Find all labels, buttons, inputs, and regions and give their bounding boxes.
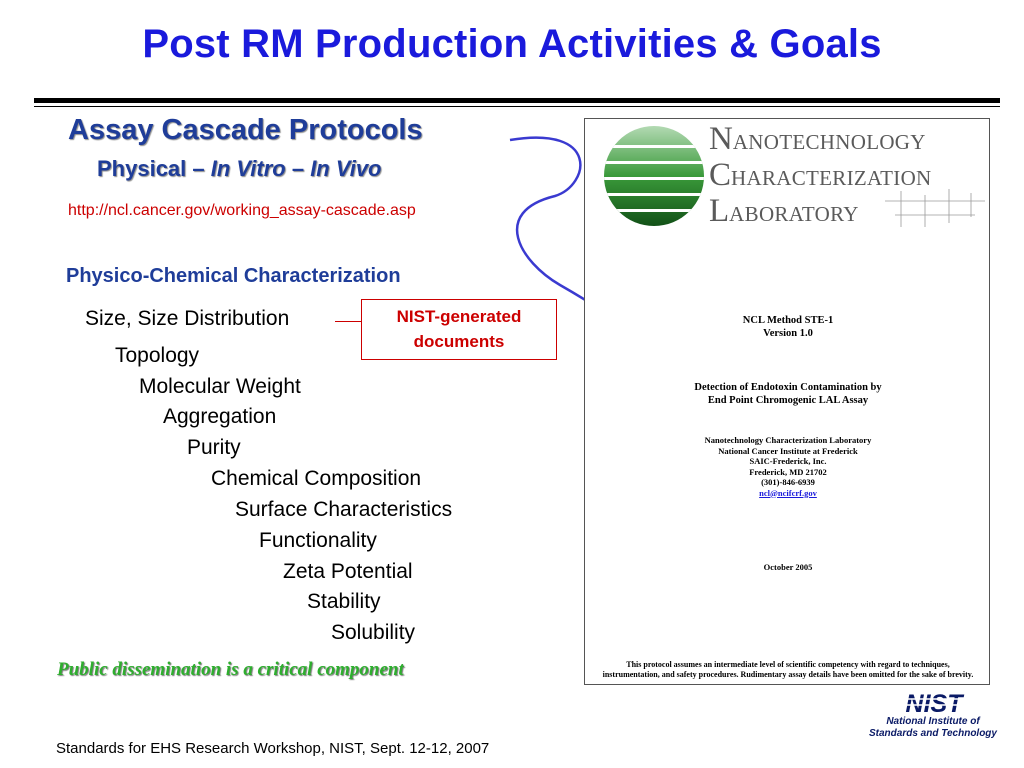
nist-logo-text	[860, 716, 1006, 740]
item-stability: Stability	[307, 590, 381, 613]
nist-logo	[860, 690, 1006, 750]
physico-chemical-heading: Physico-Chemical Characterization	[66, 265, 401, 287]
subtitle-in-vivo: In Vivo	[310, 156, 382, 181]
ncl-globe-logo	[599, 121, 709, 231]
callout-line-1: NIST-generated	[396, 307, 522, 326]
subtitle-in-vitro: In Vitro	[210, 156, 286, 181]
document-preview	[584, 118, 990, 685]
assay-cascade-title: Assay Cascade Protocols	[68, 114, 423, 146]
address-line: SAIC-Frederick, Inc.	[749, 456, 827, 466]
svg-text:NIST: NIST	[905, 690, 963, 716]
slide-title: Post RM Production Activities & Goals	[142, 22, 882, 66]
method-title-block	[585, 381, 991, 407]
title-divider-thick	[34, 98, 1000, 103]
public-dissemination-note: Public dissemination is a critical component	[57, 659, 404, 680]
method-id: NCL Method STE-1	[742, 315, 834, 326]
item-functionality: Functionality	[259, 529, 377, 552]
disclaimer-line-1: This protocol assumes an intermediate level of scientific competency with regard to techniques,	[626, 660, 950, 669]
method-version: Version 1.0	[763, 328, 813, 339]
callout-connector-line	[335, 321, 361, 322]
subtitle-dash: –	[285, 156, 311, 181]
item-molecular-weight: Molecular Weight	[139, 375, 301, 398]
assay-cascade-link[interactable]: http://ncl.cancer.gov/working_assay-cascade.asp	[68, 202, 416, 219]
item-aggregation: Aggregation	[163, 405, 277, 428]
ncl-logo-word-laboratory: LABORATORY	[709, 193, 859, 229]
method-id-block	[585, 314, 991, 340]
method-title-line-1: Detection of Endotoxin Contamination by	[694, 382, 882, 393]
nist-generated-callout	[361, 299, 557, 360]
item-topology: Topology	[115, 344, 200, 367]
logo-grid-decoration	[885, 187, 985, 231]
title-divider-thin	[34, 106, 1000, 107]
address-line: National Cancer Institute at Frederick	[718, 445, 858, 456]
lab-address-block	[585, 435, 991, 498]
disclaimer-line-2: instrumentation, and safety procedures. Rudimentary assay details have been omitted for the sake of brevity.	[602, 670, 974, 679]
item-purity: Purity	[187, 436, 241, 459]
ncl-logo-word-characterization: CHARACTERIZATION	[709, 157, 932, 193]
subtitle-physical: Physical –	[97, 156, 211, 181]
lab-email-link[interactable]: ncl@ncifcrf.gov	[759, 487, 817, 498]
callout-line-2: documents	[413, 332, 505, 351]
item-surface-characteristics: Surface Characteristics	[235, 498, 453, 521]
nist-logo-line-2: Standards and Technology	[869, 728, 997, 739]
item-solubility: Solubility	[331, 621, 416, 644]
item-zeta-potential: Zeta Potential	[283, 560, 413, 583]
assay-cascade-subtitle	[97, 156, 382, 182]
item-size-distribution: Size, Size Distribution	[85, 307, 290, 330]
nist-wordmark	[896, 690, 972, 716]
ncl-logo-word-nanotechnology: NANOTECHNOLOGY	[709, 121, 926, 157]
method-title-line-2: End Point Chromogenic LAL Assay	[707, 395, 869, 406]
arrow-to-document	[0, 0, 1, 1]
address-line: Nanotechnology Characterization Laboratory	[704, 435, 872, 445]
nist-logo-line-1: National Institute of	[886, 716, 980, 727]
document-disclaimer	[585, 660, 991, 680]
document-date: October 2005	[763, 562, 813, 572]
footer-text: Standards for EHS Research Workshop, NIST, Sept. 12-12, 2007	[56, 740, 490, 757]
item-chemical-composition: Chemical Composition	[211, 467, 422, 490]
address-line: Frederick, MD 21702	[749, 466, 827, 477]
address-line: (301)-846-6939	[761, 477, 815, 487]
